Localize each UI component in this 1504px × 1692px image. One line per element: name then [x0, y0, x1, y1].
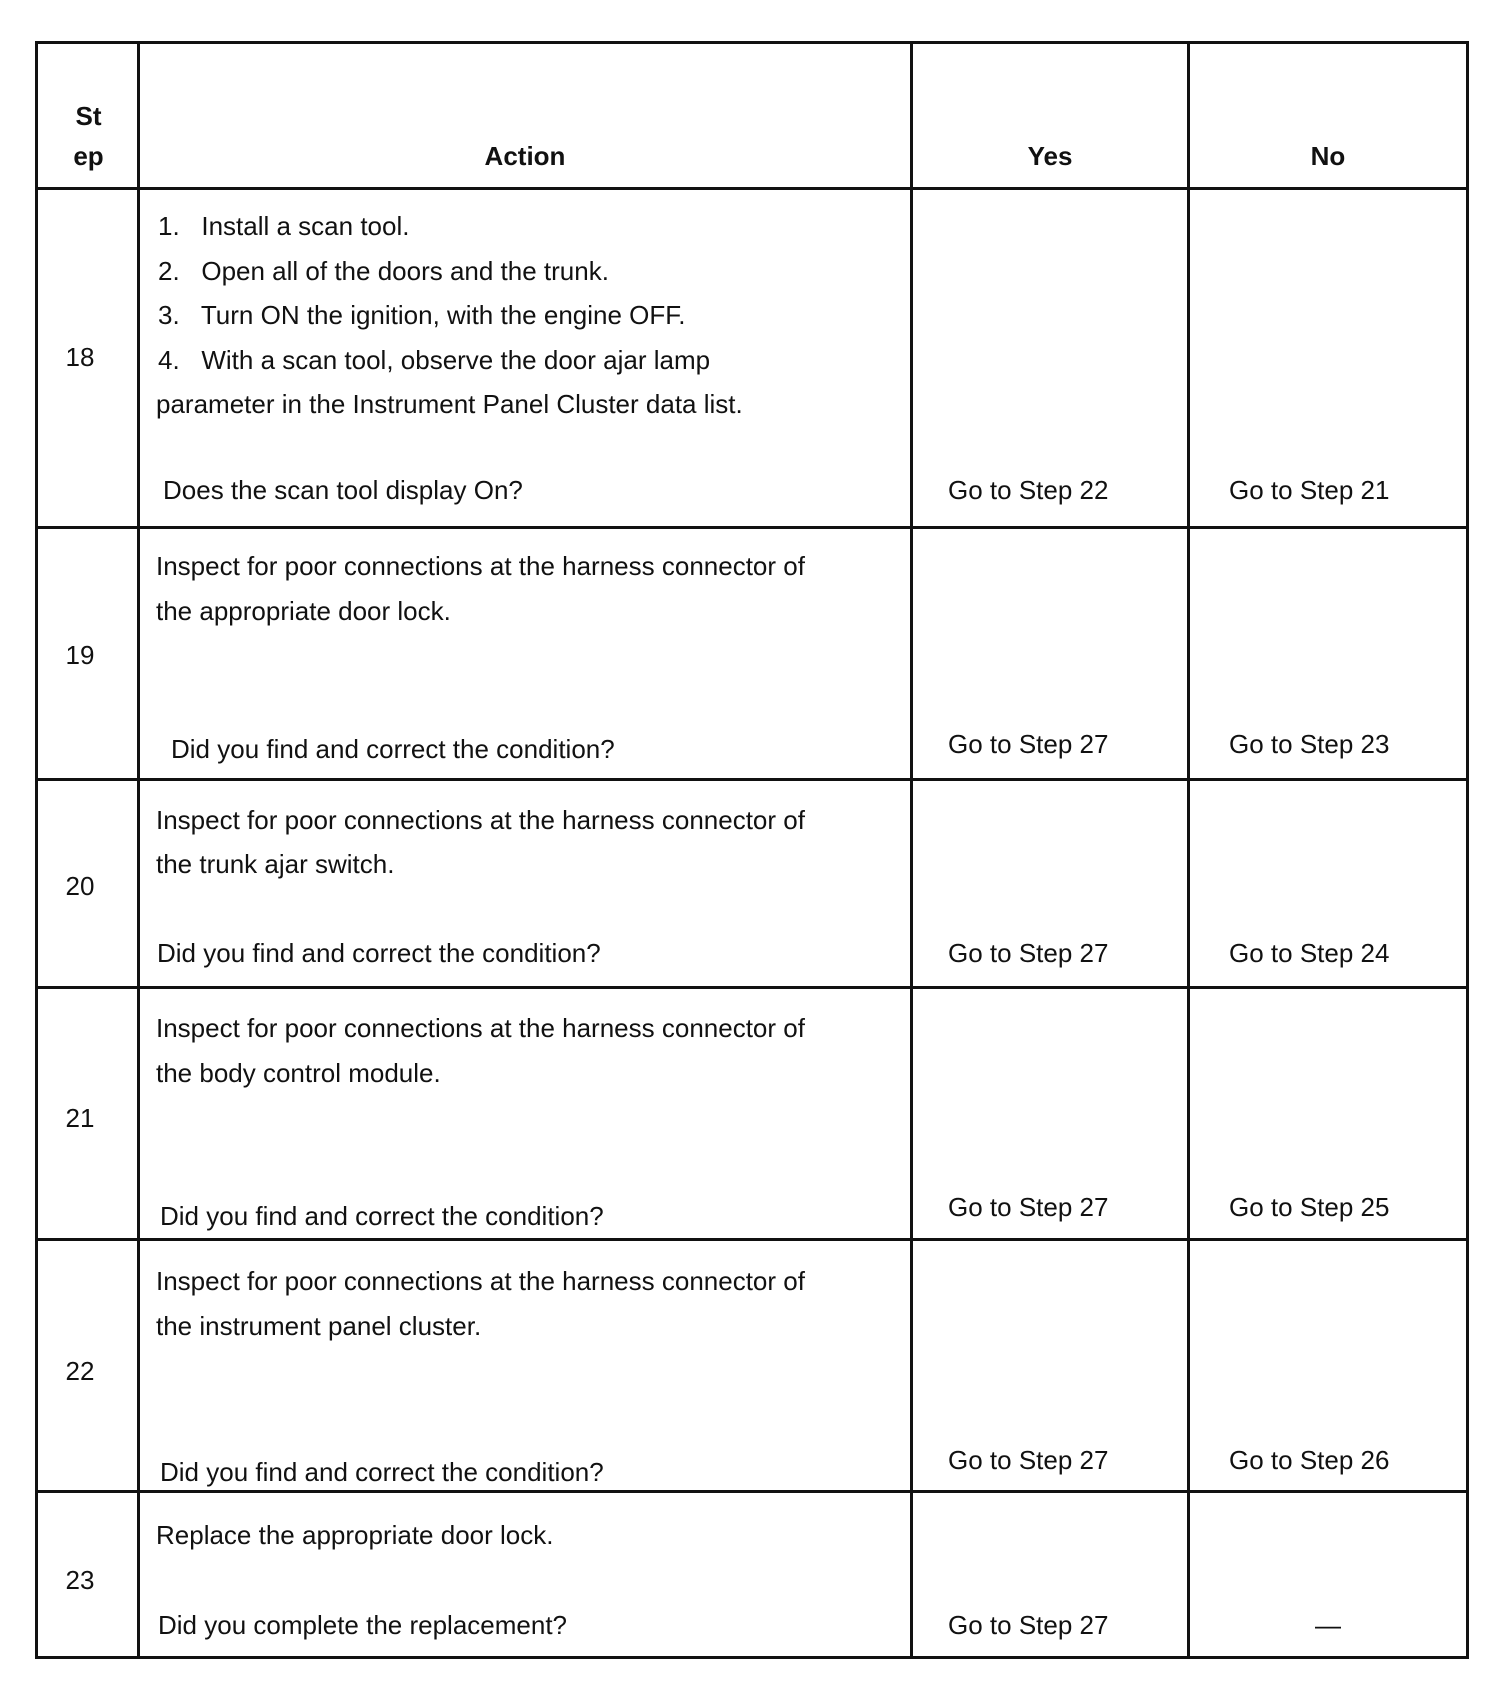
action-question: Did you find and correct the condition? — [160, 1457, 604, 1487]
header-step-line2: ep — [73, 141, 104, 171]
action-item: 2. Open all of the doors and the trunk. — [158, 256, 609, 286]
action-line: Replace the appropriate door lock. — [156, 1520, 554, 1550]
no-result: Go to Step 23 — [1229, 729, 1390, 759]
action-question: Did you complete the replacement? — [158, 1610, 568, 1640]
header-action: Action — [484, 141, 566, 171]
step-number: 18 — [65, 342, 95, 372]
table-border-bottom — [35, 1656, 1469, 1659]
header-yes: Yes — [1027, 141, 1073, 171]
action-item: 3. Turn ON the ignition, with the engine OFF. — [158, 300, 686, 330]
no-result-dash: — — [1315, 1610, 1341, 1640]
step-number: 23 — [65, 1565, 95, 1595]
header-no: No — [1310, 141, 1346, 171]
action-question: Does the scan tool display On? — [163, 475, 523, 505]
yes-result: Go to Step 22 — [948, 475, 1109, 505]
row-divider — [35, 1490, 1469, 1493]
table-border-right — [1466, 42, 1469, 1658]
header-divider — [35, 187, 1469, 190]
header-step-line1: St — [75, 101, 102, 131]
row-divider — [35, 526, 1469, 529]
yes-result: Go to Step 27 — [948, 938, 1109, 968]
step-number: 21 — [65, 1103, 95, 1133]
action-question: Did you find and correct the condition? — [157, 938, 601, 968]
action-line: the trunk ajar switch. — [156, 849, 395, 879]
action-line: Inspect for poor connections at the harness connector of — [156, 805, 805, 835]
action-line: the instrument panel cluster. — [156, 1311, 482, 1341]
no-result: Go to Step 26 — [1229, 1445, 1390, 1475]
yes-result: Go to Step 27 — [948, 1192, 1109, 1222]
no-result: Go to Step 21 — [1229, 475, 1390, 505]
column-divider-action — [910, 42, 913, 1658]
yes-result: Go to Step 27 — [948, 1445, 1109, 1475]
action-item: parameter in the Instrument Panel Cluster data list. — [156, 389, 743, 419]
row-divider — [35, 778, 1469, 781]
action-line: the appropriate door lock. — [156, 596, 451, 626]
step-number: 22 — [65, 1356, 95, 1386]
row-divider — [35, 1238, 1469, 1241]
action-question: Did you find and correct the condition? — [171, 734, 615, 764]
action-item: 1. Install a scan tool. — [158, 211, 410, 241]
yes-result: Go to Step 27 — [948, 729, 1109, 759]
table-border-top — [35, 41, 1469, 44]
step-number: 19 — [65, 640, 95, 670]
action-line: the body control module. — [156, 1058, 441, 1088]
no-result: Go to Step 25 — [1229, 1192, 1390, 1222]
yes-result: Go to Step 27 — [948, 1610, 1109, 1640]
action-line: Inspect for poor connections at the harness connector of — [156, 551, 805, 581]
table-border-left — [35, 42, 38, 1658]
row-divider — [35, 986, 1469, 989]
step-number: 20 — [65, 871, 95, 901]
column-divider-yes — [1187, 42, 1190, 1658]
column-divider-step — [137, 42, 140, 1658]
no-result: Go to Step 24 — [1229, 938, 1390, 968]
action-line: Inspect for poor connections at the harness connector of — [156, 1013, 805, 1043]
action-question: Did you find and correct the condition? — [160, 1201, 604, 1231]
action-line: Inspect for poor connections at the harness connector of — [156, 1266, 805, 1296]
action-item: 4. With a scan tool, observe the door ajar lamp — [158, 345, 711, 375]
